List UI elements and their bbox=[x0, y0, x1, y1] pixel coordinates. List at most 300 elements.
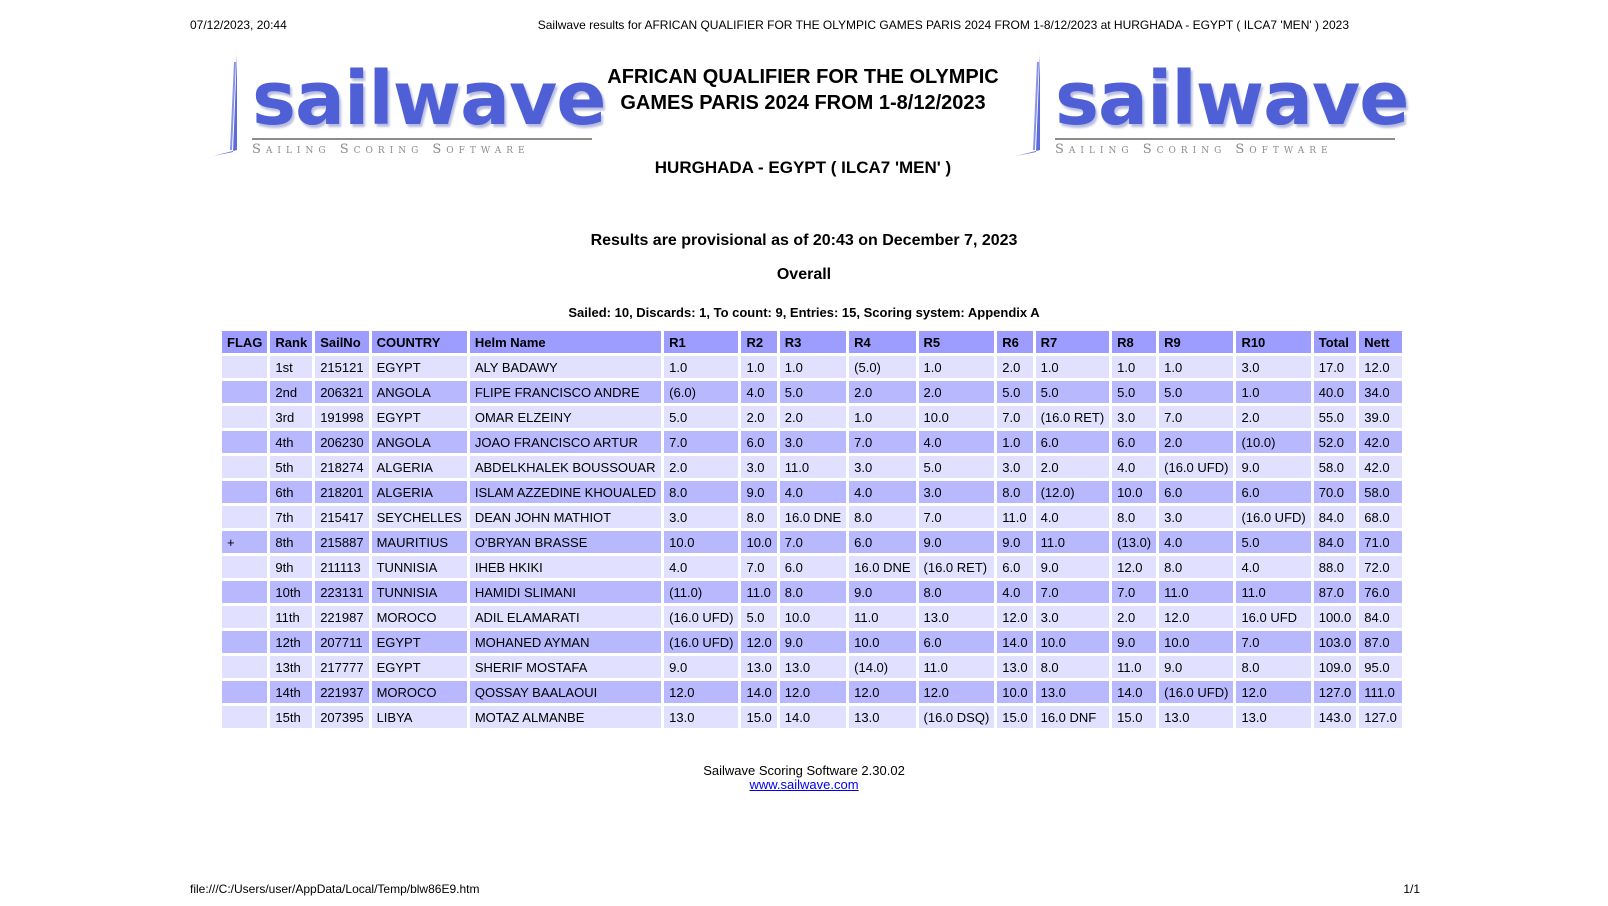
table-cell bbox=[222, 481, 267, 503]
table-cell: 215417 bbox=[315, 506, 368, 528]
table-cell: (16.0 UFD) bbox=[664, 631, 738, 653]
table-cell: 11.0 bbox=[1159, 581, 1233, 603]
table-cell: 8.0 bbox=[1159, 556, 1233, 578]
table-cell bbox=[222, 606, 267, 628]
table-cell: 7.0 bbox=[919, 506, 995, 528]
table-cell: 12.0 bbox=[780, 681, 846, 703]
table-cell: MOROCO bbox=[372, 681, 467, 703]
print-footer bbox=[190, 882, 1420, 896]
table-cell: MAURITIUS bbox=[372, 531, 467, 553]
table-cell: (16.0 RET) bbox=[919, 556, 995, 578]
table-cell: 12.0 bbox=[919, 681, 995, 703]
table-cell: 7.0 bbox=[1036, 581, 1110, 603]
table-cell: 87.0 bbox=[1359, 631, 1402, 653]
table-cell: 5.0 bbox=[741, 606, 776, 628]
table-cell: ANGOLA bbox=[372, 431, 467, 453]
results-table bbox=[219, 328, 1405, 731]
table-cell: 7.0 bbox=[664, 431, 738, 453]
table-cell: 39.0 bbox=[1359, 406, 1402, 428]
table-cell: 13.0 bbox=[919, 606, 995, 628]
table-cell: 6.0 bbox=[1112, 431, 1156, 453]
table-cell: 2.0 bbox=[849, 381, 915, 403]
table-cell: 217777 bbox=[315, 656, 368, 678]
table-cell: 13.0 bbox=[1236, 706, 1310, 728]
table-cell: 87.0 bbox=[1314, 581, 1357, 603]
logo-wordmark: sailwave bbox=[252, 56, 606, 142]
table-cell: 58.0 bbox=[1314, 456, 1357, 478]
table-cell bbox=[222, 631, 267, 653]
table-row bbox=[222, 406, 1402, 428]
table-cell: 206230 bbox=[315, 431, 368, 453]
page-number: 1/1 bbox=[1403, 882, 1420, 896]
table-row bbox=[222, 431, 1402, 453]
table-row bbox=[222, 681, 1402, 703]
print-date: 07/12/2023, 20:44 bbox=[190, 18, 287, 32]
table-cell: 13.0 bbox=[997, 656, 1032, 678]
table-cell: 3.0 bbox=[849, 456, 915, 478]
table-cell: 221937 bbox=[315, 681, 368, 703]
table-cell: 143.0 bbox=[1314, 706, 1357, 728]
table-cell: OMAR ELZEINY bbox=[470, 406, 661, 428]
table-cell: 11.0 bbox=[997, 506, 1032, 528]
table-cell: (5.0) bbox=[849, 356, 915, 378]
table-cell bbox=[222, 581, 267, 603]
table-cell: 206321 bbox=[315, 381, 368, 403]
table-cell: 221987 bbox=[315, 606, 368, 628]
table-cell: 15th bbox=[270, 706, 312, 728]
table-cell: (11.0) bbox=[664, 581, 738, 603]
table-cell: 3.0 bbox=[1236, 356, 1310, 378]
table-cell: 13.0 bbox=[664, 706, 738, 728]
sail-icon bbox=[207, 52, 257, 162]
section-title: Overall bbox=[776, 266, 832, 283]
table-cell: 11.0 bbox=[1036, 531, 1110, 553]
table-cell: 7.0 bbox=[1236, 631, 1310, 653]
table-cell: 2.0 bbox=[1236, 406, 1310, 428]
table-cell: 5.0 bbox=[1112, 381, 1156, 403]
table-cell bbox=[222, 431, 267, 453]
table-body bbox=[222, 356, 1402, 728]
table-row bbox=[222, 481, 1402, 503]
table-cell: 8.0 bbox=[664, 481, 738, 503]
table-row bbox=[222, 356, 1402, 378]
table-row bbox=[222, 706, 1402, 728]
table-cell: 72.0 bbox=[1359, 556, 1402, 578]
provisional-status: Results are provisional as of 20:43 on December 7, 2023 bbox=[590, 232, 1018, 249]
table-cell: 5.0 bbox=[1036, 381, 1110, 403]
table-cell: 3.0 bbox=[741, 456, 776, 478]
table-cell: FLIPE FRANCISCO ANDRE bbox=[470, 381, 661, 403]
table-cell: 6.0 bbox=[997, 556, 1032, 578]
table-cell: 11th bbox=[270, 606, 312, 628]
table-cell: 8.0 bbox=[741, 506, 776, 528]
table-cell: 8.0 bbox=[997, 481, 1032, 503]
table-cell: 10.0 bbox=[997, 681, 1032, 703]
event-title: AFRICAN QUALIFIER FOR THE OLYMPIC GAMES PARIS 2024 FROM 1-8/12/2023 bbox=[607, 66, 999, 114]
table-cell: 7.0 bbox=[1112, 581, 1156, 603]
table-cell: 16.0 DNF bbox=[1036, 706, 1110, 728]
table-cell: DEAN JOHN MATHIOT bbox=[470, 506, 661, 528]
sailwave-link[interactable]: www.sailwave.com bbox=[749, 777, 859, 792]
software-version: Sailwave Scoring Software 2.30.02 bbox=[703, 763, 905, 778]
table-cell: 2.0 bbox=[997, 356, 1032, 378]
table-cell: 3.0 bbox=[664, 506, 738, 528]
table-cell: ALGERIA bbox=[372, 481, 467, 503]
table-cell: 111.0 bbox=[1359, 681, 1402, 703]
table-cell: 5.0 bbox=[1159, 381, 1233, 403]
table-cell: 3.0 bbox=[997, 456, 1032, 478]
table-cell: 52.0 bbox=[1314, 431, 1357, 453]
sailwave-logo-left bbox=[207, 52, 606, 167]
table-cell: 6.0 bbox=[741, 431, 776, 453]
table-cell: 3.0 bbox=[1036, 606, 1110, 628]
table-cell bbox=[222, 706, 267, 728]
table-cell: ISLAM AZZEDINE KHOUALED bbox=[470, 481, 661, 503]
table-cell: 8.0 bbox=[849, 506, 915, 528]
table-cell: 1.0 bbox=[664, 356, 738, 378]
table-cell bbox=[222, 456, 267, 478]
table-cell: 14.0 bbox=[1112, 681, 1156, 703]
column-header: R5 bbox=[919, 331, 995, 353]
table-cell: 4.0 bbox=[919, 431, 995, 453]
table-cell: 34.0 bbox=[1359, 381, 1402, 403]
scoring-summary: Sailed: 10, Discards: 1, To count: 9, Entries: 15, Scoring system: Appendix A bbox=[568, 305, 1040, 320]
table-cell: 10.0 bbox=[849, 631, 915, 653]
table-cell: 4.0 bbox=[741, 381, 776, 403]
table-cell: 8.0 bbox=[1236, 656, 1310, 678]
table-cell: 7.0 bbox=[741, 556, 776, 578]
table-cell: 3.0 bbox=[780, 431, 846, 453]
table-cell: 55.0 bbox=[1314, 406, 1357, 428]
table-cell: MOHANED AYMAN bbox=[470, 631, 661, 653]
table-cell: 6.0 bbox=[1159, 481, 1233, 503]
table-cell: 12.0 bbox=[1112, 556, 1156, 578]
table-cell: 4.0 bbox=[664, 556, 738, 578]
table-cell: 4.0 bbox=[849, 481, 915, 503]
table-cell: 7.0 bbox=[849, 431, 915, 453]
table-cell: 103.0 bbox=[1314, 631, 1357, 653]
table-cell: 9th bbox=[270, 556, 312, 578]
table-cell: 4.0 bbox=[1112, 456, 1156, 478]
table-cell: 6th bbox=[270, 481, 312, 503]
table-cell: 191998 bbox=[315, 406, 368, 428]
table-cell: 2.0 bbox=[741, 406, 776, 428]
table-cell: 1.0 bbox=[1112, 356, 1156, 378]
table-cell: 12.0 bbox=[1236, 681, 1310, 703]
table-cell: 5.0 bbox=[1236, 531, 1310, 553]
table-cell: 88.0 bbox=[1314, 556, 1357, 578]
column-header: R4 bbox=[849, 331, 915, 353]
table-cell: 14.0 bbox=[780, 706, 846, 728]
table-row bbox=[222, 656, 1402, 678]
table-cell: 7.0 bbox=[780, 531, 846, 553]
table-cell: 1.0 bbox=[849, 406, 915, 428]
sail-icon bbox=[1010, 52, 1060, 162]
table-row bbox=[222, 581, 1402, 603]
table-cell: 16.0 DNE bbox=[780, 506, 846, 528]
column-header: R2 bbox=[741, 331, 776, 353]
table-header-row bbox=[222, 331, 1402, 353]
table-cell: 68.0 bbox=[1359, 506, 1402, 528]
column-header: R7 bbox=[1036, 331, 1110, 353]
table-cell: 84.0 bbox=[1359, 606, 1402, 628]
table-cell: 76.0 bbox=[1359, 581, 1402, 603]
table-cell: 1.0 bbox=[919, 356, 995, 378]
table-cell: 8.0 bbox=[1112, 506, 1156, 528]
table-cell: 1.0 bbox=[741, 356, 776, 378]
table-cell: 109.0 bbox=[1314, 656, 1357, 678]
table-cell: 10.0 bbox=[1159, 631, 1233, 653]
table-cell: 12.0 bbox=[1359, 356, 1402, 378]
table-cell: 4.0 bbox=[780, 481, 846, 503]
table-cell: 3.0 bbox=[919, 481, 995, 503]
table-cell: 1.0 bbox=[1159, 356, 1233, 378]
table-cell: 95.0 bbox=[1359, 656, 1402, 678]
table-cell: 84.0 bbox=[1314, 531, 1357, 553]
table-cell: 10.0 bbox=[919, 406, 995, 428]
table-cell: 1.0 bbox=[1236, 381, 1310, 403]
column-header: Helm Name bbox=[470, 331, 661, 353]
table-cell: (16.0 DSQ) bbox=[919, 706, 995, 728]
table-cell: 13.0 bbox=[780, 656, 846, 678]
table-cell: 15.0 bbox=[741, 706, 776, 728]
table-cell: 8.0 bbox=[919, 581, 995, 603]
table-cell bbox=[222, 356, 267, 378]
table-cell: 11.0 bbox=[919, 656, 995, 678]
table-cell: 7.0 bbox=[997, 406, 1032, 428]
table-cell: 9.0 bbox=[780, 631, 846, 653]
column-header: COUNTRY bbox=[372, 331, 467, 353]
table-cell: EGYPT bbox=[372, 406, 467, 428]
table-cell: 223131 bbox=[315, 581, 368, 603]
table-cell: 4.0 bbox=[997, 581, 1032, 603]
table-cell: 1.0 bbox=[780, 356, 846, 378]
table-cell: 12.0 bbox=[664, 681, 738, 703]
table-cell: 14.0 bbox=[997, 631, 1032, 653]
event-venue: HURGHADA - EGYPT ( ILCA7 'MEN' ) bbox=[654, 158, 952, 177]
software-credit bbox=[500, 764, 1108, 792]
table-cell: 4th bbox=[270, 431, 312, 453]
table-cell: 207395 bbox=[315, 706, 368, 728]
table-cell: ANGOLA bbox=[372, 381, 467, 403]
table-cell: 6.0 bbox=[919, 631, 995, 653]
table-cell: 6.0 bbox=[1036, 431, 1110, 453]
table-row bbox=[222, 506, 1402, 528]
table-cell: 17.0 bbox=[1314, 356, 1357, 378]
table-cell: 215887 bbox=[315, 531, 368, 553]
table-cell: 12.0 bbox=[849, 681, 915, 703]
table-cell: 13th bbox=[270, 656, 312, 678]
table-row bbox=[222, 631, 1402, 653]
file-path: file:///C:/Users/user/AppData/Local/Temp/blw86E9.htm bbox=[190, 882, 480, 896]
logo-subtitle: Sailing Scoring Software bbox=[252, 138, 592, 157]
table-cell: 8th bbox=[270, 531, 312, 553]
column-header: R10 bbox=[1236, 331, 1310, 353]
table-cell: 6.0 bbox=[849, 531, 915, 553]
table-cell: 211113 bbox=[315, 556, 368, 578]
table-cell: 11.0 bbox=[780, 456, 846, 478]
table-cell: 8.0 bbox=[1036, 656, 1110, 678]
column-header: SailNo bbox=[315, 331, 368, 353]
table-cell: (16.0 UFD) bbox=[1159, 681, 1233, 703]
table-cell: 4.0 bbox=[1236, 556, 1310, 578]
table-cell: 9.0 bbox=[1112, 631, 1156, 653]
table-cell: 4.0 bbox=[1036, 506, 1110, 528]
table-cell: 70.0 bbox=[1314, 481, 1357, 503]
table-cell: 3rd bbox=[270, 406, 312, 428]
table-cell: 3.0 bbox=[1112, 406, 1156, 428]
table-cell: IHEB HKIKI bbox=[470, 556, 661, 578]
table-cell bbox=[222, 681, 267, 703]
table-cell: 10th bbox=[270, 581, 312, 603]
table-cell: O'BRYAN BRASSE bbox=[470, 531, 661, 553]
table-cell: 12.0 bbox=[1159, 606, 1233, 628]
table-cell: 58.0 bbox=[1359, 481, 1402, 503]
table-cell: 14.0 bbox=[741, 681, 776, 703]
table-cell: JOAO FRANCISCO ARTUR bbox=[470, 431, 661, 453]
table-cell: 9.0 bbox=[919, 531, 995, 553]
table-cell: (16.0 UFD) bbox=[1159, 456, 1233, 478]
table-cell: 5.0 bbox=[780, 381, 846, 403]
table-cell: 2.0 bbox=[919, 381, 995, 403]
table-cell: 15.0 bbox=[997, 706, 1032, 728]
table-cell: 10.0 bbox=[1036, 631, 1110, 653]
table-cell: 10.0 bbox=[780, 606, 846, 628]
table-cell: HAMIDI SLIMANI bbox=[470, 581, 661, 603]
table-cell: 127.0 bbox=[1359, 706, 1402, 728]
table-cell: 2.0 bbox=[1159, 431, 1233, 453]
table-cell: 10.0 bbox=[741, 531, 776, 553]
table-cell: 9.0 bbox=[849, 581, 915, 603]
table-cell: 12th bbox=[270, 631, 312, 653]
table-cell: MOROCO bbox=[372, 606, 467, 628]
table-cell: ADIL ELAMARATI bbox=[470, 606, 661, 628]
print-title: Sailwave results for AFRICAN QUALIFIER FOR THE OLYMPIC GAMES PARIS 2024 FROM 1-8/12/2023 at HURGHADA - EGYPT ( ILCA7 'MEN' ) 2023 bbox=[537, 18, 1350, 32]
table-row bbox=[222, 531, 1402, 553]
table-cell: MOTAZ ALMANBE bbox=[470, 706, 661, 728]
table-cell: 14th bbox=[270, 681, 312, 703]
table-cell: 218201 bbox=[315, 481, 368, 503]
table-cell: (6.0) bbox=[664, 381, 738, 403]
table-cell bbox=[222, 381, 267, 403]
table-cell: 11.0 bbox=[849, 606, 915, 628]
table-cell: 42.0 bbox=[1359, 431, 1402, 453]
table-cell: 12.0 bbox=[741, 631, 776, 653]
table-cell: 207711 bbox=[315, 631, 368, 653]
table-cell: LIBYA bbox=[372, 706, 467, 728]
sailwave-logo-right bbox=[1010, 52, 1409, 167]
table-cell: 5.0 bbox=[664, 406, 738, 428]
table-cell: 10.0 bbox=[664, 531, 738, 553]
table-cell: 7.0 bbox=[1159, 406, 1233, 428]
column-header: FLAG bbox=[222, 331, 267, 353]
table-cell: 218274 bbox=[315, 456, 368, 478]
table-cell: 1.0 bbox=[997, 431, 1032, 453]
table-cell: 13.0 bbox=[741, 656, 776, 678]
table-row bbox=[222, 606, 1402, 628]
table-row bbox=[222, 556, 1402, 578]
column-header: R9 bbox=[1159, 331, 1233, 353]
table-cell: 2.0 bbox=[1112, 606, 1156, 628]
logo-subtitle: Sailing Scoring Software bbox=[1055, 138, 1395, 157]
table-cell: 11.0 bbox=[1112, 656, 1156, 678]
table-cell: EGYPT bbox=[372, 656, 467, 678]
table-cell: 9.0 bbox=[1236, 456, 1310, 478]
column-header: R8 bbox=[1112, 331, 1156, 353]
table-cell: 16.0 DNE bbox=[849, 556, 915, 578]
table-cell: 13.0 bbox=[849, 706, 915, 728]
table-cell bbox=[222, 556, 267, 578]
table-cell: 9.0 bbox=[741, 481, 776, 503]
table-cell: (16.0 UFD) bbox=[664, 606, 738, 628]
table-cell: 2.0 bbox=[1036, 456, 1110, 478]
table-cell bbox=[222, 506, 267, 528]
table-cell: (13.0) bbox=[1112, 531, 1156, 553]
table-cell: 6.0 bbox=[1236, 481, 1310, 503]
table-cell: (12.0) bbox=[1036, 481, 1110, 503]
table-cell: 13.0 bbox=[1036, 681, 1110, 703]
table-cell: (10.0) bbox=[1236, 431, 1310, 453]
table-cell: 15.0 bbox=[1112, 706, 1156, 728]
table-cell: 16.0 UFD bbox=[1236, 606, 1310, 628]
table-cell: 5.0 bbox=[919, 456, 995, 478]
table-cell: (16.0 RET) bbox=[1036, 406, 1110, 428]
table-cell: 1.0 bbox=[1036, 356, 1110, 378]
table-cell: 9.0 bbox=[664, 656, 738, 678]
logo-wordmark: sailwave bbox=[1055, 56, 1409, 142]
table-cell: 127.0 bbox=[1314, 681, 1357, 703]
table-cell: 5th bbox=[270, 456, 312, 478]
table-cell: 84.0 bbox=[1314, 506, 1357, 528]
table-cell: ALGERIA bbox=[372, 456, 467, 478]
table-cell: 2.0 bbox=[664, 456, 738, 478]
table-cell: 2.0 bbox=[780, 406, 846, 428]
table-cell: 7th bbox=[270, 506, 312, 528]
table-cell: EGYPT bbox=[372, 631, 467, 653]
table-cell: 11.0 bbox=[1236, 581, 1310, 603]
column-header: R6 bbox=[997, 331, 1032, 353]
table-cell: 215121 bbox=[315, 356, 368, 378]
table-cell: 9.0 bbox=[1036, 556, 1110, 578]
table-cell: 11.0 bbox=[741, 581, 776, 603]
table-cell: 9.0 bbox=[1159, 656, 1233, 678]
table-cell: 13.0 bbox=[1159, 706, 1233, 728]
column-header: Total bbox=[1314, 331, 1357, 353]
table-cell: QOSSAY BAALAOUI bbox=[470, 681, 661, 703]
column-header: R3 bbox=[780, 331, 846, 353]
table-cell: 5.0 bbox=[997, 381, 1032, 403]
table-cell: SEYCHELLES bbox=[372, 506, 467, 528]
table-cell: (16.0 UFD) bbox=[1236, 506, 1310, 528]
table-row bbox=[222, 381, 1402, 403]
table-cell: SHERIF MOSTAFA bbox=[470, 656, 661, 678]
table-cell: 2nd bbox=[270, 381, 312, 403]
table-cell: ABDELKHALEK BOUSSOUAR bbox=[470, 456, 661, 478]
table-cell: 1st bbox=[270, 356, 312, 378]
table-cell: + bbox=[222, 531, 267, 553]
table-cell: ALY BADAWY bbox=[470, 356, 661, 378]
table-cell: 10.0 bbox=[1112, 481, 1156, 503]
table-cell: 12.0 bbox=[997, 606, 1032, 628]
print-header bbox=[190, 18, 1420, 32]
table-cell: 3.0 bbox=[1159, 506, 1233, 528]
column-header: R1 bbox=[664, 331, 738, 353]
table-cell: 4.0 bbox=[1159, 531, 1233, 553]
table-cell: 8.0 bbox=[780, 581, 846, 603]
table-cell: 71.0 bbox=[1359, 531, 1402, 553]
table-cell: 9.0 bbox=[997, 531, 1032, 553]
table-cell: 100.0 bbox=[1314, 606, 1357, 628]
